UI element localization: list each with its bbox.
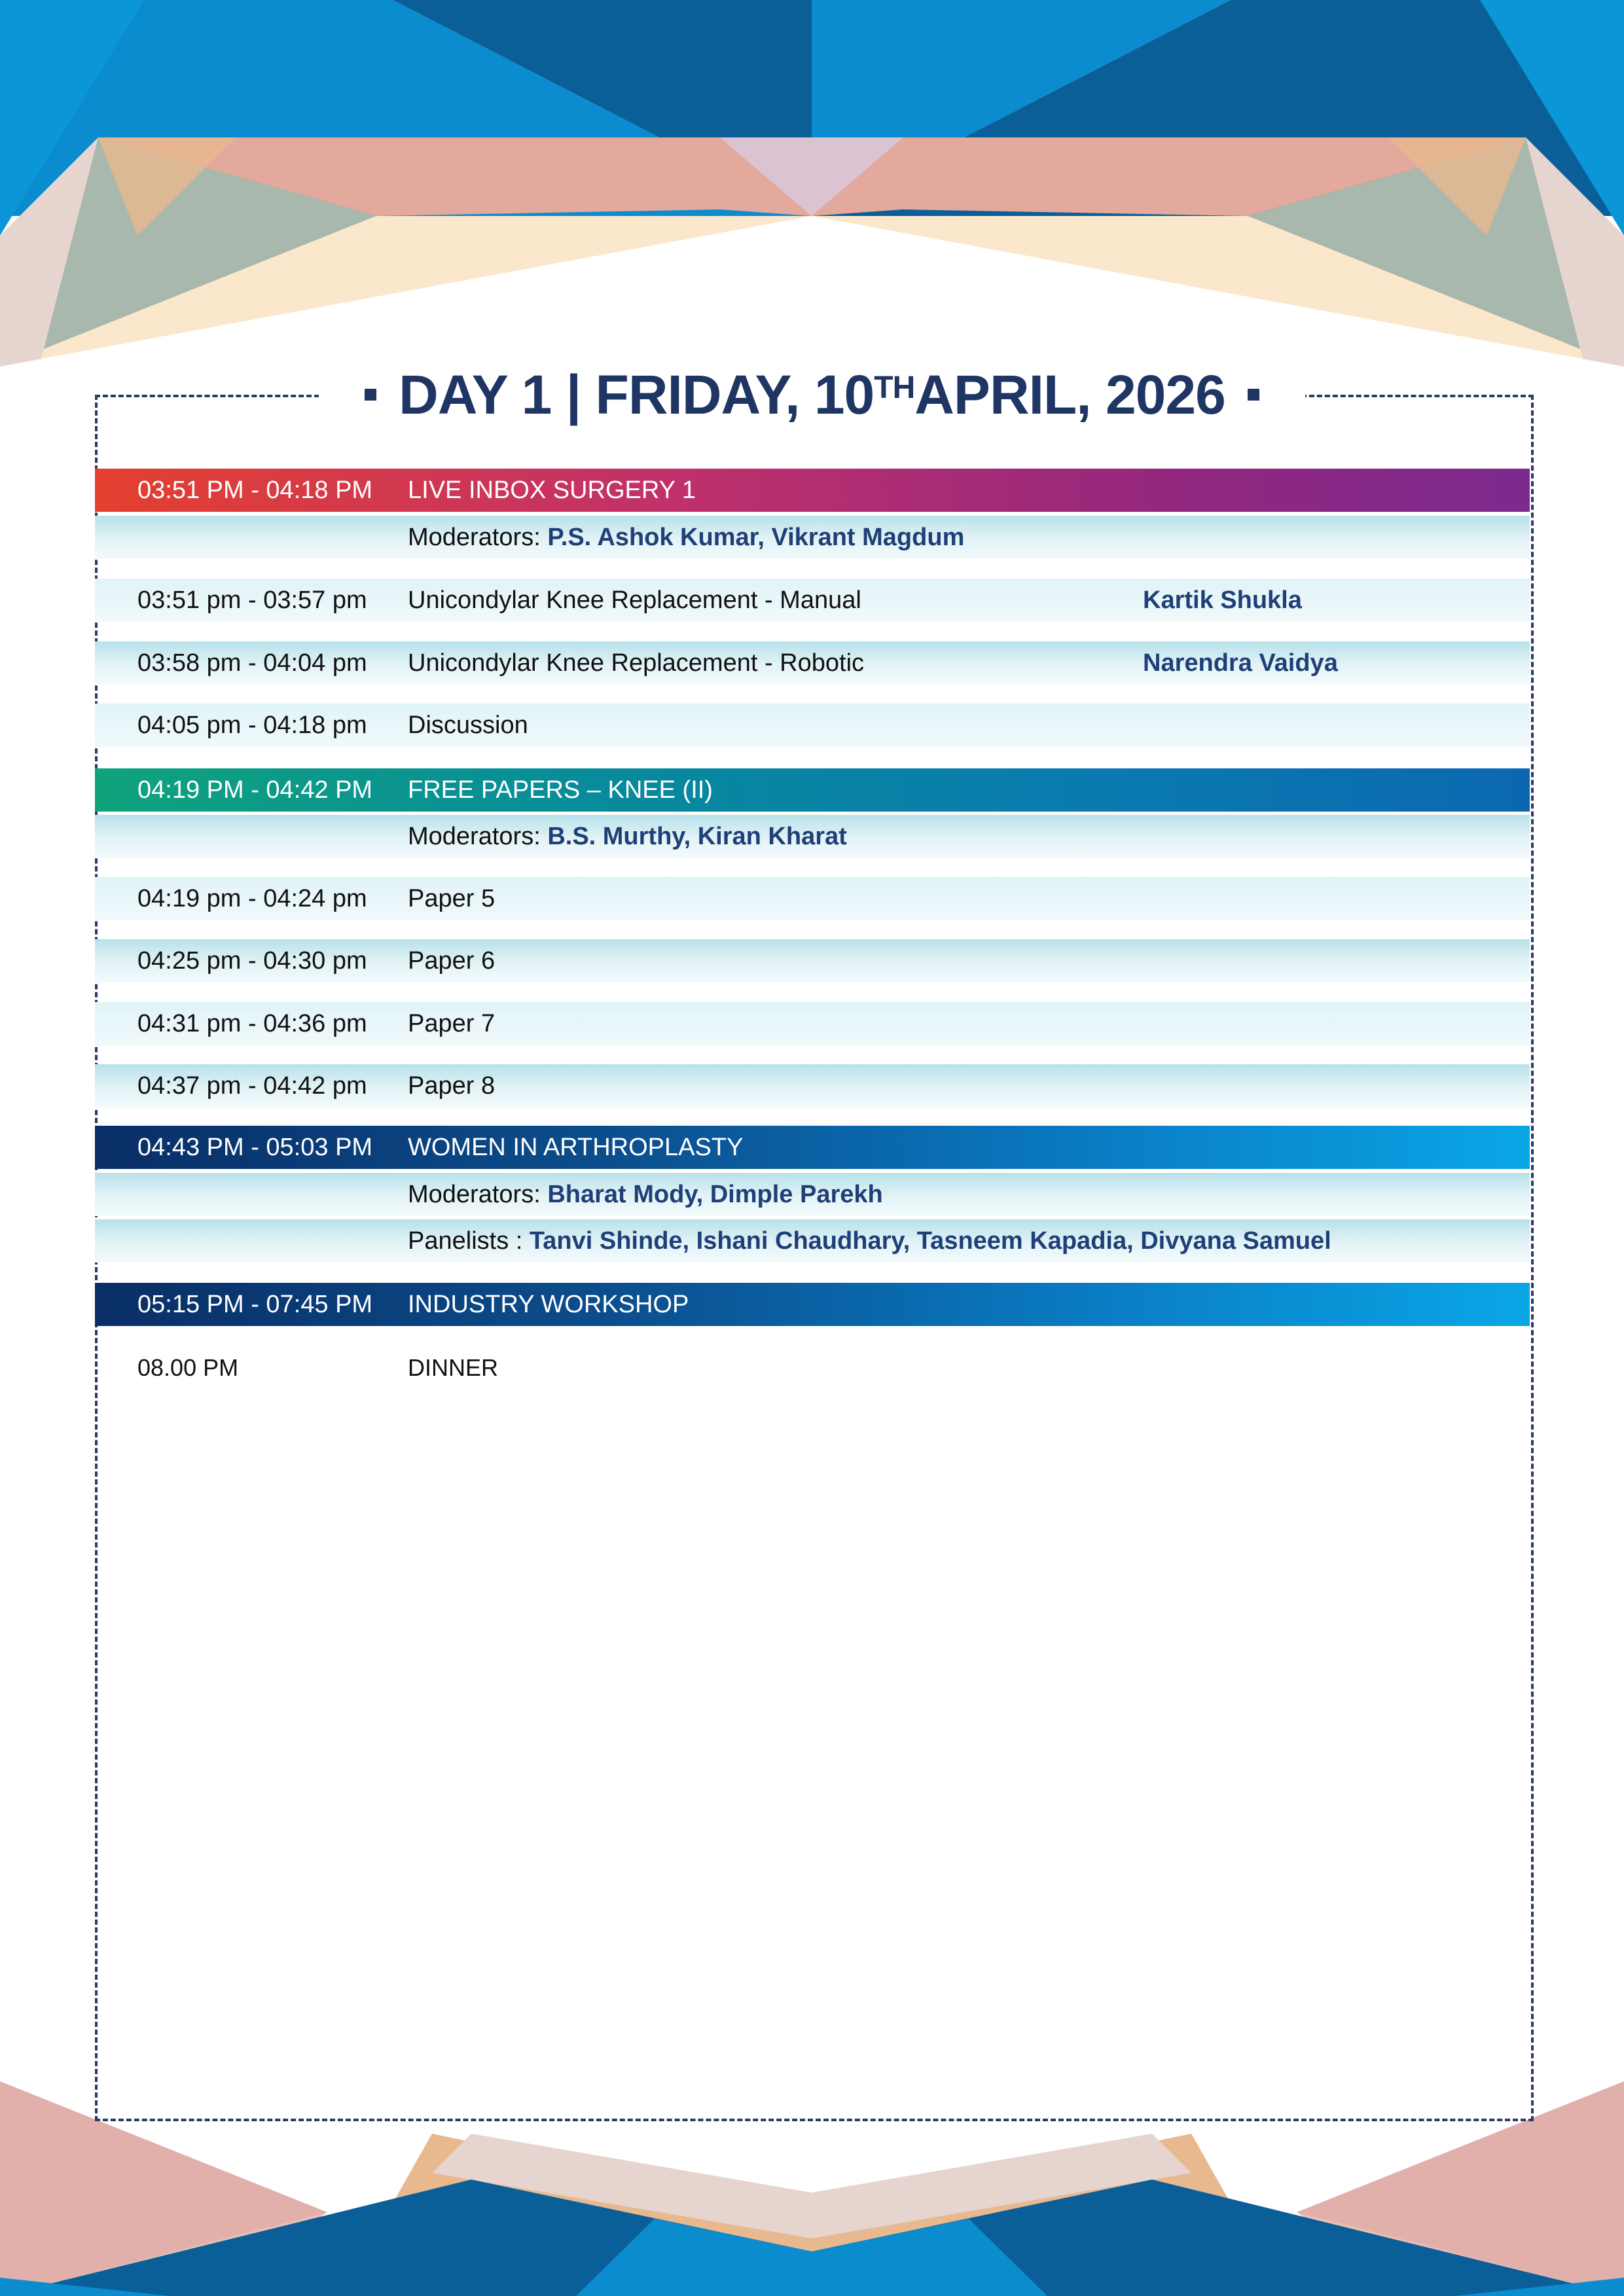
title-suffix: APRIL, 2026 — [914, 363, 1225, 425]
title-marker-right — [1248, 389, 1259, 401]
item-time: 04:19 pm - 04:24 pm — [137, 885, 367, 912]
session-title: LIVE INBOX SURGERY 1 — [408, 476, 696, 504]
item-topic: Unicondylar Knee Replacement - Robotic — [408, 649, 865, 677]
session-title: WOMEN IN ARTHROPLASTY — [408, 1134, 744, 1161]
session-header — [95, 768, 1530, 812]
dinner-label: DINNER — [408, 1354, 499, 1381]
title-bar — [0, 359, 1624, 431]
item-time: 04:05 pm - 04:18 pm — [137, 711, 367, 739]
item-time: 03:58 pm - 04:04 pm — [137, 649, 367, 677]
program-item — [95, 579, 1530, 622]
item-speaker: Narendra Vaidya — [1143, 649, 1338, 677]
title-superscript: TH — [874, 370, 915, 405]
session-header — [95, 1126, 1530, 1169]
panelists — [408, 1219, 1331, 1263]
program-item — [95, 704, 1530, 747]
moderators-label: Moderators: — [408, 1181, 541, 1208]
moderators-label: Moderators: — [408, 823, 541, 850]
program-item — [95, 641, 1530, 685]
session-title: FREE PAPERS – KNEE (II) — [408, 776, 713, 804]
session-time: 04:19 PM - 04:42 PM — [137, 776, 373, 804]
session-header — [95, 1283, 1530, 1326]
session-title: INDUSTRY WORKSHOP — [408, 1291, 689, 1318]
item-topic: Discussion — [408, 711, 528, 739]
item-time: 04:31 pm - 04:36 pm — [137, 1010, 367, 1037]
moderator-names: P.S. Ashok Kumar, Vikrant Magdum — [547, 524, 965, 551]
title-marker-left — [365, 389, 376, 401]
moderators-row — [95, 815, 1530, 858]
moderators — [408, 815, 847, 858]
moderators-row — [95, 516, 1530, 559]
panelist-names: Tanvi Shinde, Ishani Chaudhary, Tasneem Kapadia, Divyana Samuel — [529, 1227, 1331, 1255]
program-item — [95, 1064, 1530, 1107]
moderator-names: Bharat Mody, Dimple Parekh — [547, 1181, 883, 1208]
moderators — [408, 516, 964, 559]
item-topic: Paper 8 — [408, 1072, 496, 1100]
dinner-time: 08.00 PM — [137, 1354, 239, 1381]
moderators-row — [95, 1173, 1530, 1216]
moderator-names: B.S. Murthy, Kiran Kharat — [547, 823, 847, 850]
session-header — [95, 469, 1530, 512]
session-time: 03:51 PM - 04:18 PM — [137, 476, 373, 504]
item-time: 03:51 pm - 03:57 pm — [137, 586, 367, 614]
item-topic: Paper 5 — [408, 885, 496, 912]
item-time: 04:25 pm - 04:30 pm — [137, 947, 367, 975]
dinner-row — [95, 1346, 1530, 1390]
program-item — [95, 939, 1530, 982]
session-time: 04:43 PM - 05:03 PM — [137, 1134, 373, 1161]
item-topic: Paper 7 — [408, 1010, 496, 1037]
title-prefix: DAY 1 | FRIDAY, 10 — [399, 363, 875, 425]
session-time: 05:15 PM - 07:45 PM — [137, 1291, 373, 1318]
panelists-label: Panelists : — [408, 1227, 523, 1255]
panelists-row — [95, 1219, 1530, 1263]
item-topic: Unicondylar Knee Replacement - Manual — [408, 586, 861, 614]
moderators-label: Moderators: — [408, 524, 541, 551]
item-speaker: Kartik Shukla — [1143, 586, 1302, 614]
item-topic: Paper 6 — [408, 947, 496, 975]
top-decoration — [0, 0, 1624, 380]
page-title — [319, 363, 1305, 427]
program-item — [95, 1002, 1530, 1045]
item-time: 04:37 pm - 04:42 pm — [137, 1072, 367, 1100]
program-item — [95, 877, 1530, 920]
moderators — [408, 1173, 883, 1216]
